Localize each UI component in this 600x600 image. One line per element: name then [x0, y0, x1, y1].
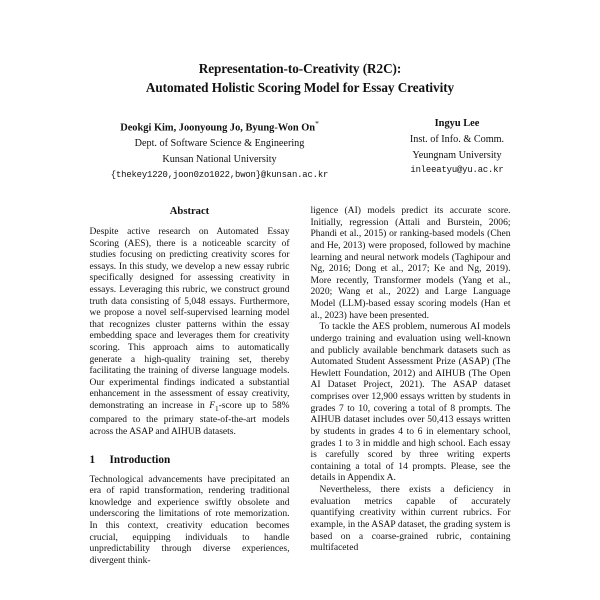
author-institution-right: Yeungnam University	[412, 149, 502, 161]
abstract-paragraph	[90, 227, 290, 439]
title-line-2: Automated Holistic Scoring Model for Essay Creativity	[145, 79, 455, 95]
title-line-1: Representation-to-Creativity (R2C):	[198, 61, 402, 76]
introduction-section-number: 1	[89, 453, 96, 466]
abstract-text-part-1: Despite active research on Automated Essay Scoring (AES), there is a noticeable scarcity of studies focusing on predicting creativity scores for essays. In this study, we develop a new essay rubric specifically designed for assessing creativity in essays. Leveraging this rubric, we construct ground truth data consisting of 5,048 essays. Furthermore, we propose a novel self-supervised learning model that recognizes cluster patterns within the essay embedding space and leverages them for creativity scoring. This approach aims to automatically generate a high-quality training set, thereby facilitating the training of diverse language models. Our experimental findings indicated a substantial enhancement in the assessment of essay creativity, demonstrating an increase in	[89, 227, 290, 411]
author-department-left: Dept. of Software Science & Engineering	[134, 138, 305, 150]
author-group-left	[70, 116, 370, 184]
page-title	[65, 60, 535, 97]
introduction-heading	[90, 453, 290, 467]
author-institution-left: Kunsan National University	[162, 154, 277, 166]
author-names-left	[70, 116, 370, 136]
body-columns	[0, 205, 600, 567]
authors-block	[0, 116, 600, 184]
author-department-right: Inst. of Info. & Comm.	[409, 133, 505, 145]
title-block	[65, 0, 535, 97]
column-right	[311, 205, 511, 567]
abstract-heading: Abstract	[169, 206, 210, 217]
author-email-left: {thekey1220,joon0zo1022,bwon}@kunsan.ac.kr	[110, 169, 329, 180]
author-names-left-text: Deokgi Kim, Joonyoung Jo, Byung-Won On	[120, 122, 316, 134]
abstract-text-part-2: -score up to 58% compared to the primary state-of-the-art models across the ASAP and AIHUB datasets.	[89, 400, 290, 437]
right-paragraph-continued: ligence (AI) models predict its accurate score. Initially, regression (Attali and Burstein, 2006; Phandi et al., 2015) or ranking-based models (Chen and He, 2013) were proposed, followed by machine learning and neural network models (Taghipour and Ng, 2016; Dong et al., 2017; Ke and Ng, 2019). More recently, Transformer models (Yang et al., 2020; Wang et al., 2022) and Large Language Model (LLM)-based essay scoring models (Han et al., 2023) have been presented.	[310, 205, 511, 321]
right-paragraph-3: Nevertheless, there exists a deficiency in evaluation metrics capable of accurately quantifying creativity within current rubrics. For example, in the ASAP dataset, the grading system is based on a coarse-grained rubric, containing multifaceted	[310, 484, 511, 554]
introduction-paragraph-1: Technological advancements have precipitated an era of rapid transformation, rendering traditional knowledge and experience swiftly obsolete and underscoring the limitations of rote memorization. In this context, creativity education becomes crucial, equipping individuals to handle unpredictability through diverse experiences, divergent think-	[89, 473, 290, 566]
f1-subscript: 1	[215, 404, 219, 413]
column-left	[90, 205, 290, 567]
author-group-right	[370, 116, 545, 179]
author-email-right: inleeatyu@yu.ac.kr	[410, 165, 504, 176]
right-paragraph-2: To tackle the AES problem, numerous AI models undergo training and evaluation using well-known and publicly available benchmark datasets such as Automated Student Assessment Prize (ASAP) (The Hewlett Foundation, 2012) and AIHUB (The Open AI Dataset Project, 2021). The ASAP dataset comprises over 12,900 essays written by students in grades 7 to 10, covering a total of 8 prompts. The AIHUB dataset includes over 50,413 essays written by students in grades 4 to 6 in elementary school, grades 1 to 3 in middle and high school. Each essay is carefully scored by three writing experts containing a total of 14 prompts. Please, see the details in Appendix A.	[310, 321, 511, 484]
author-names-right: Ingyu Lee	[434, 118, 480, 129]
introduction-heading-text: Introduction	[109, 453, 171, 466]
corresponding-author-marker: *	[315, 119, 319, 128]
f1-symbol: F	[209, 400, 215, 411]
